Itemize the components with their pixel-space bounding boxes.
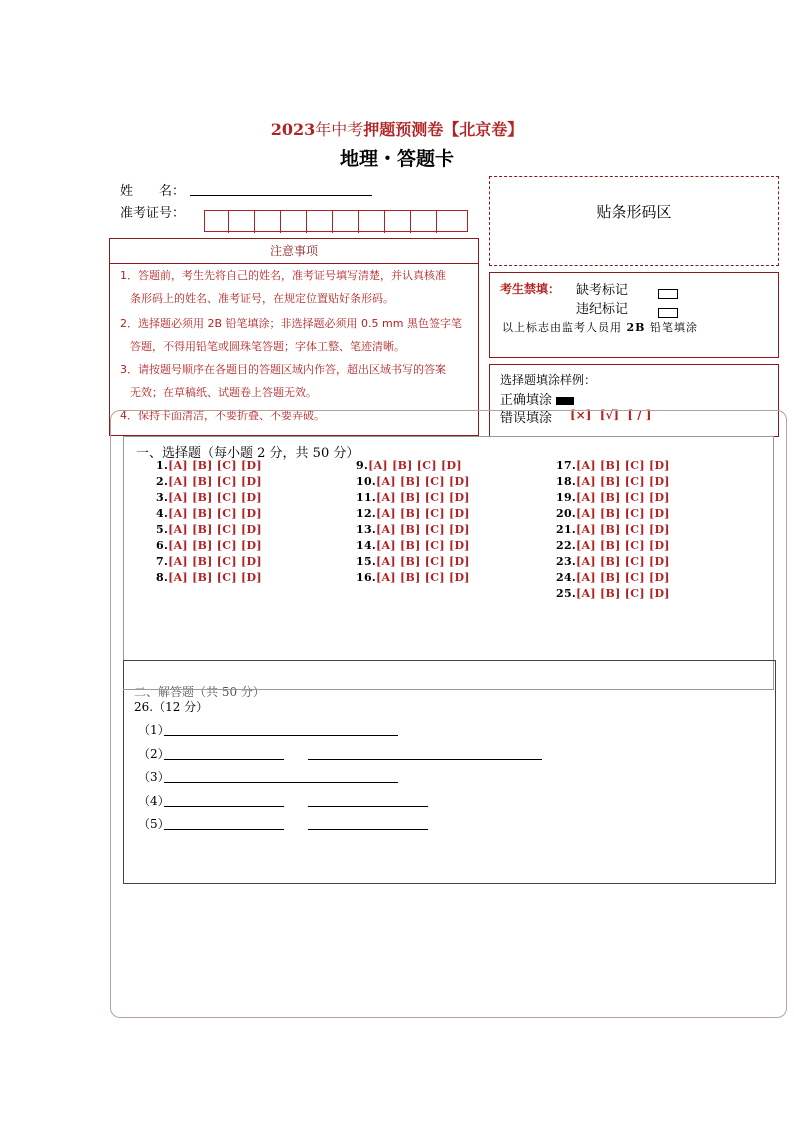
answer-section-title: 二、解答题（共 50 分） <box>134 685 265 699</box>
choice-row[interactable]: 10.[A] [B] [C] [D] <box>356 475 470 488</box>
id-cell[interactable] <box>231 211 255 233</box>
choice-row[interactable]: 13.[A] [B] [C] [D] <box>356 523 470 536</box>
notice-item: 4．保持卡面清洁，不要折叠、不要弄破。 <box>120 409 325 422</box>
barcode-label: 贴条形码区 <box>596 203 672 221</box>
choice-row[interactable]: 17.[A] [B] [C] [D] <box>556 459 670 472</box>
answer-line[interactable] <box>308 806 428 807</box>
title-bold: 押题预测卷【北京卷】 <box>363 120 524 139</box>
id-cell[interactable] <box>387 211 411 233</box>
exam-title <box>0 117 794 140</box>
choice-row[interactable]: 1.[A] [B] [C] [D] <box>156 459 262 472</box>
id-cell[interactable] <box>335 211 359 233</box>
part-label: （5） <box>138 817 170 831</box>
choice-row[interactable]: 18.[A] [B] [C] [D] <box>556 475 670 488</box>
choice-column-2 <box>356 459 470 587</box>
question-26-label: 26.（12 分） <box>134 700 209 714</box>
part-label: （3） <box>138 770 170 784</box>
choice-row[interactable]: 15.[A] [B] [C] [D] <box>356 555 470 568</box>
answer-line[interactable] <box>308 759 542 760</box>
exam-subtitle: 地理・答题卡 <box>339 148 454 170</box>
choice-row[interactable]: 2.[A] [B] [C] [D] <box>156 475 262 488</box>
choice-row[interactable]: 12.[A] [B] [C] [D] <box>356 507 470 520</box>
wrong-fill-samples: [×] [√] [ / ] <box>570 408 652 422</box>
id-cell[interactable] <box>309 211 333 233</box>
exam-marks-box <box>489 272 779 358</box>
answer-line[interactable] <box>164 829 284 830</box>
choice-section <box>123 436 774 690</box>
notice-item: 条形码上的姓名、准考证号，在规定位置贴好条形码。 <box>130 292 394 305</box>
part-label: （2） <box>138 747 170 761</box>
choice-row[interactable]: 21.[A] [B] [C] [D] <box>556 523 670 536</box>
correct-fill-label: 正确填涂 <box>500 389 574 408</box>
title-mid: 年中考 <box>315 120 364 139</box>
notice-item: 2．选择题必须用 2B 铅笔填涂；非选择题必须用 0.5 mm 黑色签字笔 <box>120 317 462 330</box>
id-cell[interactable] <box>413 211 437 233</box>
choice-row[interactable]: 6.[A] [B] [C] [D] <box>156 539 262 552</box>
marks-prefix: 考生禁填： <box>500 282 561 296</box>
answer-line[interactable] <box>164 806 284 807</box>
choice-row[interactable]: 11.[A] [B] [C] [D] <box>356 491 470 504</box>
answer-line[interactable] <box>164 782 398 783</box>
choice-row[interactable]: 25.[A] [B] [C] [D] <box>556 587 670 600</box>
choice-row[interactable]: 4.[A] [B] [C] [D] <box>156 507 262 520</box>
choice-row[interactable]: 3.[A] [B] [C] [D] <box>156 491 262 504</box>
choice-row[interactable]: 7.[A] [B] [C] [D] <box>156 555 262 568</box>
choice-column-1 <box>156 459 262 587</box>
answer-line[interactable] <box>164 735 398 736</box>
choice-row[interactable]: 9.[A] [B] [C] [D] <box>356 459 462 472</box>
part-label: （4） <box>138 794 170 808</box>
id-label: 准考证号： <box>120 206 186 221</box>
name-label: 姓 名： <box>120 184 186 199</box>
answer-line[interactable] <box>308 829 428 830</box>
section-divider <box>123 689 774 690</box>
absent-checkbox[interactable] <box>658 283 678 302</box>
choice-row[interactable]: 23.[A] [B] [C] [D] <box>556 555 670 568</box>
id-number-grid[interactable] <box>204 210 468 232</box>
choice-row[interactable]: 24.[A] [B] [C] [D] <box>556 571 670 584</box>
choice-row[interactable]: 16.[A] [B] [C] [D] <box>356 571 470 584</box>
wrong-fill-label: 错误填涂 <box>500 411 553 426</box>
answer-section <box>123 660 776 884</box>
choice-row[interactable]: 22.[A] [B] [C] [D] <box>556 539 670 552</box>
choice-row[interactable]: 5.[A] [B] [C] [D] <box>156 523 262 536</box>
name-field[interactable] <box>190 195 372 196</box>
fill-example-title: 选择题填涂样例： <box>500 373 597 387</box>
notice-item: 无效；在草稿纸、试题卷上答题无效。 <box>130 386 317 399</box>
correct-fill-sample <box>556 397 574 405</box>
notice-item: 3．请按题号顺序在各题目的答题区域内作答，超出区域书写的答案 <box>120 363 446 376</box>
notice-item: 1．答题前，考生先将自己的姓名，准考证号填写清楚，并认真核准 <box>120 269 446 282</box>
choice-row[interactable]: 20.[A] [B] [C] [D] <box>556 507 670 520</box>
violation-label: 违纪标记 <box>576 302 629 317</box>
notice-item: 答题，不得用铅笔或圆珠笔答题；字体工整、笔迹清晰。 <box>130 340 405 353</box>
choice-row[interactable]: 14.[A] [B] [C] [D] <box>356 539 470 552</box>
id-cell[interactable] <box>361 211 385 233</box>
choice-section-title: 一、选择题（每小题 2 分，共 50 分） <box>136 446 360 461</box>
id-cell[interactable] <box>283 211 307 233</box>
choice-row[interactable]: 8.[A] [B] [C] [D] <box>156 571 262 584</box>
choice-row[interactable]: 19.[A] [B] [C] [D] <box>556 491 670 504</box>
barcode-area <box>489 176 779 266</box>
title-year: 2023 <box>270 120 316 139</box>
notice-title: 注意事项 <box>110 239 478 264</box>
choice-column-3 <box>556 459 670 603</box>
answer-line[interactable] <box>164 759 284 760</box>
notice-box <box>109 238 479 436</box>
id-cell[interactable] <box>257 211 281 233</box>
part-label: （1） <box>138 723 170 737</box>
absent-label: 缺考标记 <box>576 283 629 298</box>
marks-note: 以上标志由监考人员用 2B 铅笔填涂 <box>502 321 698 334</box>
id-cell[interactable] <box>205 211 229 233</box>
